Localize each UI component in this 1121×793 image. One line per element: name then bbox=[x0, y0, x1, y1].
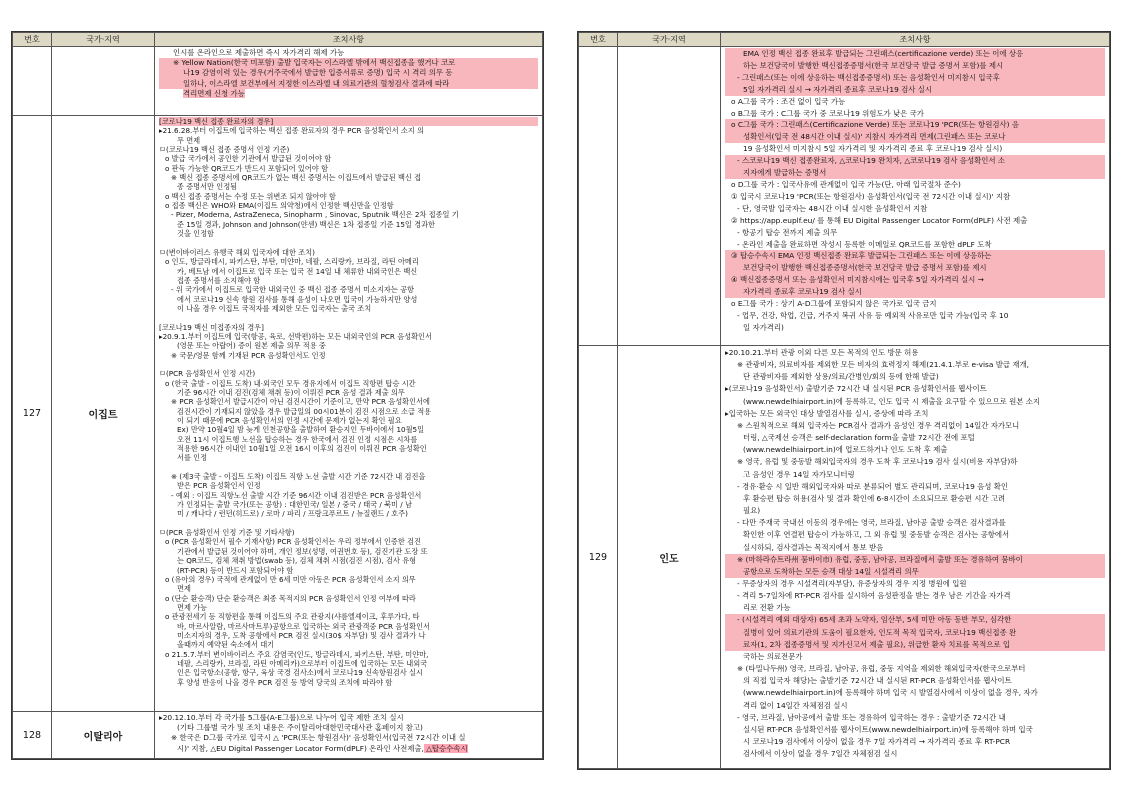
header-no: 번호 bbox=[579, 33, 618, 47]
text-line: (www.newdelhiairport.in)에 업로드하거나 인도 도착 후 제출 bbox=[743, 445, 948, 455]
cell-no-empty bbox=[579, 47, 618, 346]
text-line: 이 되기 때문에 PCR 음성확인서의 인정 시간에 문제가 없는지 확인 필요 bbox=[177, 416, 402, 425]
text-line: 가 인정되는 출발 국가(또는 공항) : 대한민국/ 일본 / 중국 / 태국 / 북미 / 남 bbox=[177, 500, 412, 510]
header-measure: 조치사항 bbox=[721, 33, 1110, 47]
text-line: 접종 증명서를 소지해야 함 bbox=[177, 275, 261, 285]
text-line: 기관에서 발급된 것이어야 하며, 개인 정보(성명, 여권번호 등), 검진기관 도장 또 bbox=[177, 546, 428, 556]
text-line: (www.newdelhiairport.in)에 등록해야 하며 입국 시 발열검사에서 이상이 없을 경우, 자가 bbox=[743, 688, 1038, 698]
text-line: 실시된 RT-PCR 음성확인서를 웹사이트(www.newdelhiairport.in)에 등록해야 하며 입국 bbox=[743, 724, 1033, 734]
text-line: - Pizer, Moderna, AstraZeneca, Sinopharm , Sinovac, Sputnik 백신은 2차 접종일 기 bbox=[171, 210, 459, 220]
text-line: o 인도, 방글라데시, 파키스탄, 부탄, 미얀마, 네팔, 스리랑카, 브라질, 라틴 아메리 bbox=[165, 257, 419, 267]
text-line: - (시설격리 예외 대상자) 65세 초과 노약자, 임산부, 5세 미만 아동 동반 부모, 심각한 bbox=[725, 614, 1105, 626]
text-line: (RT-PCR) 등이 반드시 포함되어야 함 bbox=[177, 565, 294, 575]
text-line: 에서 코로나19 신속 항원 검사를 통해 음성이 나오면 입국이 가능하지만 양성 bbox=[177, 294, 418, 304]
text-line: EMA 인정 백신 접종 완료후 발급되는 그린패스(certificazione verde) 또는 이에 상응 bbox=[725, 48, 1105, 60]
text-line: o 21.5.7.부터 변이바이러스 주요 감염국(인도, 방글라데시, 파키스탄, 부탄, 미얀마, bbox=[165, 649, 429, 659]
text-line: 면제 가능 bbox=[177, 602, 208, 612]
text-line: - 스코로나19 백신 접종완료자, △코로나19 완치자, △코로나19 검사 음성확인서 소 bbox=[725, 155, 1105, 167]
text-line: 종 증명서만 인정됨 bbox=[177, 182, 238, 192]
text-line: o 접종 백신은 WHO와 EMA(이집트 의약청)에서 인정한 백신만을 인정함 bbox=[165, 201, 394, 211]
text-line: o 발급 국가에서 공인한 기관에서 발급된 것이어야 함 bbox=[165, 154, 332, 164]
header-no: 번호 bbox=[13, 33, 52, 47]
text-line: ※ 백신 접종 증명서에 QR코드가 없는 백신 증명서는 이집트에서 발급된 백신 접 bbox=[171, 173, 422, 183]
text-line: ③ 탑승수속시 EMA 인정 백신접종 완료후 발급되는 그린패스 또는 이에 상응하는 bbox=[725, 250, 1105, 262]
text-line: 실시하되, 검사결과는 목적지에서 통보 받음 bbox=[743, 542, 884, 552]
text-line: o C그룹 국가 : 그린패스(Certificazione Verde) 또는 코로나19 'PCR(또는 항원검사) 음 bbox=[725, 119, 1105, 131]
text-line: ▸20.12.10.부터 각 국가를 5그룹(A-E그룹)으로 나누어 입국 제한 조치 실시 bbox=[159, 713, 404, 722]
text-line: ※ PCR 음성확인서 발급시간이 아닌 검진시간이 기준이고, 만약 PCR 음성확인서에 bbox=[171, 397, 430, 407]
text-line: 격리 없이 14일간 자체점검 실시 bbox=[743, 700, 848, 710]
text-line: 이 나올 경우 이집트 국적자를 제외한 모든 입국자는 출국 조치 bbox=[177, 303, 372, 313]
text-line: ④ 백신접종증명서 또는 음성확인서 미지참시에는 입국후 5일 자가격리 실시 → bbox=[725, 274, 1105, 286]
text-line: ※ 관광비자, 의료비자를 제외한 모든 비자의 효력정지 해제(21.4.1.부로 e-visa 발급 재개, bbox=[737, 360, 1029, 370]
text-line: (영문 또는 아랍어) 증이 원본 제출 의무 적용 중 bbox=[177, 341, 326, 351]
text-line: 후 양성 반응이 나올 경우 PCR 검진 등 방역 당국의 조치에 따라야 함 bbox=[177, 677, 393, 687]
text-line bbox=[159, 463, 538, 472]
measure-text bbox=[155, 116, 543, 712]
cell-country-empty bbox=[618, 47, 721, 346]
text-line: - 단, 영국발 입국자는 48시간 이내 실시한 음성확인서 지참 bbox=[737, 203, 928, 213]
text-line: o E그룹 국가 : 상기 A-D그룹에 포함되지 않은 국가로 입국 금지 bbox=[731, 299, 937, 309]
text-line: 검진시간이 기재되지 않았을 경우 발급일의 00시01분이 검진 시점으로 소급 적용 bbox=[177, 406, 432, 416]
cell-no-empty bbox=[13, 47, 52, 116]
text-line: Ex) 만약 10월4일 밤 늦게 인천공항을 출발하여 환승지인 두바이에서 10월5일 bbox=[177, 425, 425, 435]
text-line: [코로나19 백신 접종 완료자의 경우] bbox=[159, 117, 538, 126]
continued-measure bbox=[721, 47, 1110, 346]
text-line: o (한국 출발 - 이집트 도착) 내·외국인 모두 경유지에서 이집트 직항편 탑승 시간 bbox=[165, 378, 416, 388]
cell-country-empty bbox=[52, 47, 155, 116]
text-line: 서를 인정 bbox=[177, 453, 208, 463]
text-line: - 영국, 브라질, 남아공에서 출발 또는 경유하여 입국하는 경우 : 출발기준 72시간 내 bbox=[737, 712, 1006, 722]
text-line: 공항으로 도착하는 모든 승객 대상 14일 시설격리 의무 bbox=[725, 566, 1105, 578]
text-line: o 백신 접종 증명서는 수정 또는 위변조 되지 않아야 함 bbox=[165, 191, 336, 201]
text-line: - 예외 : 이집트 직항노선 출발 시간 기준 96시간 이내 검진받은 PCR 음성확인서 bbox=[171, 490, 422, 500]
continued-measure bbox=[155, 47, 543, 116]
text-line: 일 자가격리) bbox=[743, 322, 784, 332]
text-line: 국하는 의료전문가 bbox=[743, 651, 803, 661]
text-line: 시)' 지참, △EU Digital Passenger Locator Form(dPLF) 온라인 사전제출, △탑승수속시 bbox=[177, 743, 468, 753]
text-line: ※ 한국은 D그룹 국가로 입국시 △ 'PCR(또는 항원검사)' 음성확인서(입국전 72시간 이내 실 bbox=[171, 733, 466, 743]
text-line: 료자(1, 2차 접종증명서 및 지가신고서 제출 필요), 위급한 환자 치료를 목적으로 입 bbox=[725, 639, 1105, 651]
text-line: 고 음성인 경우 14일 자가모니터링 bbox=[743, 469, 855, 479]
text-line: o 관광전세기 등 직항편을 통해 이집트의 주요 관광지(샤름엘셰이크, 후루가다, 타 bbox=[165, 612, 420, 622]
text-line: 격리면제 신청 가능 bbox=[183, 88, 245, 98]
text-line: 보건당국이 발행한 백신접종증명서(한국 보건당국 발급 증명서 포함)를 제시 bbox=[725, 262, 1105, 274]
text-line: 나19 감염이력 있는 경우(거주국에서 발급한 입증서류로 증명) 입국 시 격리 의무 동 bbox=[159, 68, 538, 78]
text-line: 후 환승편 탑승 허용(검사 및 결과 확인에 6-8시간이 소요되므로 환승편 시간 고려 bbox=[743, 493, 1006, 503]
text-line: 적용한 96시간 이내인 10월1일 오전 16시 이후의 검진이 이뤄진 PCR 음성확인 bbox=[177, 444, 427, 454]
text-line: ※ (타밀나두州) 영국, 브라질, 남아공, 유럽, 중동 지역을 제외한 해외입국자(한국으로부터 bbox=[737, 664, 1026, 674]
text-line: (기타 그룹별 국가 및 조치 내용은 주이탈리아대한민국대사관 홈페이지 참고) bbox=[177, 723, 423, 733]
text-line: - 온라인 제출을 완료하면 작성시 등록한 이메일로 QR코드를 포함한 dPLF 도착 bbox=[737, 239, 992, 249]
row-number: 128 bbox=[13, 712, 52, 759]
text-line: o (단순 환승객) 단순 환승객은 최종 목적지의 PCR 음성확인서 인정 여부에 따라 bbox=[165, 593, 416, 603]
text-line: 기준 96시간 이내 검진(검체 채취 등)이 이뤄진 PCR 음성 결과 제출 의무 bbox=[177, 387, 405, 397]
text-line: (www.newdelhiairport.in)에 등록하고, 인도 입국 시 제출을 요구할 수 있으므로 원본 소지 bbox=[743, 396, 1041, 406]
text-line bbox=[159, 519, 538, 528]
row-number: 129 bbox=[579, 346, 618, 769]
text-line: 네팔, 스리랑카, 브라질, 라틴 아메리카)으로부터 이집트에 입국하는 모든 내외국 bbox=[177, 658, 428, 668]
text-line: 시 코로나19 검사에서 이상이 없을 경우 7일 자가격리 → 자가격리 종료 후 RT-PCR bbox=[743, 737, 1011, 746]
text-line: - 다만 주재국 국내선 이동의 경우에는 영국, 브라질, 남아공 출발 승객은 검사결과를 bbox=[737, 518, 1006, 528]
text-line: 단 관광비자를 제외한 상용/의료/간병인/회의 등에 한해 발급) bbox=[743, 372, 939, 382]
country-name: 이집트 bbox=[52, 116, 155, 712]
text-line: 미소지자의 경우, 도착 공항에서 PCR 검진 실시(30$ 자부담) 및 검사 결과가 나 bbox=[177, 630, 426, 640]
row-number: 127 bbox=[13, 116, 52, 712]
left-table bbox=[11, 31, 544, 760]
text-line: o A그룹 국가 : 조건 없이 입국 가능 bbox=[731, 96, 846, 106]
text-line: 받은 PCR 음성확인서 인정 bbox=[177, 481, 261, 491]
text-line: 일하나, 이스라엘 보건부에서 지정한 이스라엘 내 의료기관의 혈청검사 결과에 따라 bbox=[159, 79, 538, 89]
text-line: - 항공기 탑승 전까지 제출 의무 bbox=[737, 227, 838, 237]
text-line: o 판독 가능한 QR코드가 반드시 포함되어 있어야 함 bbox=[165, 163, 328, 173]
table-row-128 bbox=[13, 712, 543, 759]
text-line: 자가격리 종료후 코로나19 검사 실시 bbox=[725, 286, 1105, 298]
text-line bbox=[159, 313, 538, 322]
text-line: 19 음성확인서 미지참시 5일 자가격리 및 자가격리 종료 후 코로나19 검사 실시) bbox=[743, 144, 1003, 154]
text-line: ※ Yellow Nation(한국 미포함) 출발 입국자는 이스라엘 밖에서 백신접종을 했거나 코로 bbox=[159, 58, 538, 68]
text-line bbox=[159, 238, 538, 247]
text-line: ▸(코로나19 음성확인서) 출발기준 72시간 내 실시된 PCR 음성확인서를 웹사이트 bbox=[725, 384, 987, 394]
header-row bbox=[13, 33, 543, 47]
header-measure: 조치사항 bbox=[155, 33, 543, 47]
text-line: 필요) bbox=[743, 506, 761, 516]
table-row-continued bbox=[13, 47, 543, 116]
text-line: 하는 보건당국이 발행한 백신접종증명서(한국 보건당국 발급 증명서 포함)를 제시 bbox=[725, 60, 1105, 72]
text-line: 미 / 캐나다 / 런던(히드로) / 로마 / 파리 / 프랑크푸르트 / 뉴질랜드 / 호주) bbox=[177, 509, 408, 519]
text-line: 오전 11시 이집트행 노선을 탑승하는 경우 한국에서 검진 인정 시점은 시차를 bbox=[177, 434, 418, 444]
text-line: 인은 입국항소(공항, 항구, 육상 국경 검사소)에서 코로나19 신속항원검사 실시 bbox=[177, 668, 423, 678]
text-line: o D그룹 국가 : 입국사유에 관계없이 입국 가능(단, 아래 입국절차 준수) bbox=[731, 179, 961, 189]
text-line: 리로 전환 가능 bbox=[743, 603, 791, 613]
text-line: ㅁ(PCR 음성확인서 인정 기준 및 기타사항) bbox=[159, 528, 295, 538]
text-line: ▸21.6.28.부터 이집트에 입국하는 백신 접종 완료자의 경우 PCR 음성확인서 소지 의 bbox=[159, 126, 424, 136]
text-line: 올때까지 예약된 숙소에서 대기 bbox=[177, 640, 275, 650]
text-line: ② https://app.euplf.eu/ 를 통해 EU Digital Passenger Locator Form(dPLF) 사전 제출 bbox=[731, 215, 1028, 225]
text-line bbox=[159, 360, 538, 369]
text-line: 바, 마르사알람, 마르사마트루)공항으로 입국하는 외국 관광객중 PCR 음성확인서 bbox=[177, 621, 430, 631]
text-line: - 무증상자의 경우 시설격리(자부담), 유증상자의 경우 지정 병원에 입원 bbox=[737, 578, 967, 588]
text-line: ※ 영국, 유럽 및 중동발 해외입국자의 경우 도착 후 코로나19 검사 실시(비용 자부담)하 bbox=[737, 457, 1018, 467]
text-line: 인시를 온라인으로 제출하면 즉시 자가격리 해제 가능 bbox=[173, 48, 345, 57]
highlight-mark: △탑승수속시 bbox=[423, 743, 468, 753]
text-line: 면제 bbox=[177, 584, 191, 594]
table-row-127 bbox=[13, 116, 543, 712]
text-line: ※ 국문/영문 함께 기재된 PCR 음성확인서도 인정 bbox=[171, 350, 326, 360]
header-country: 국가·지역 bbox=[618, 33, 721, 47]
text-line: ㅁ(코로나19 백신 접종 증명서 인정 기준) bbox=[159, 145, 290, 155]
text-line: 의 직접 입국자 해당)는 출발기준 72시간 내 실시된 RT-PCR 음성확인서를 웹사이트 bbox=[743, 676, 1012, 686]
text-line: 터링, △국제선 승객은 self-declaration form을 출발 72시간 전에 포털 bbox=[743, 433, 975, 443]
text-line: ※ (마하라슈트라州 뭄바이市) 유럽, 중동, 남아공, 브라질에서 출발 또는 경유하여 뭄바이 bbox=[725, 554, 1105, 566]
text-line: 5일 자가격리 실시 → 자가격리 종료후 코로나19 검사 실시 bbox=[725, 84, 1105, 96]
country-name: 인도 bbox=[618, 346, 721, 769]
right-table bbox=[577, 31, 1111, 770]
text-line: ㅁ(PCR 음성확인서 인정 시간) bbox=[159, 369, 256, 379]
text-line: 것을 인정함 bbox=[177, 229, 215, 239]
measure-text bbox=[721, 346, 1110, 769]
text-line: - 업무, 건강, 학업, 긴급, 거주지 복귀 사유 등 예외적 사유로만 입국 가능(입국 후 10 bbox=[737, 310, 1009, 320]
text-line: ※ 스원칙적으로 해외 입국자는 PCR검사 결과가 음성인 경우 격리없이 14일간 자가모니 bbox=[737, 420, 1020, 430]
country-name: 이탈리아 bbox=[52, 712, 155, 759]
text-line: 는 QR코드, 검체 채취 방법(swab 등), 검체 채취 시점(검진 시점), 검사 유형 bbox=[177, 556, 417, 566]
text-line: ▸20.9.1.부터 이집트에 입국(항공, 육로, 선박편)하는 모든 내외국인의 PCR 음성확인서 bbox=[159, 331, 432, 341]
text-line: 카, 베트남 에서 이집트로 입국 또는 입국 전 14일 내 체류한 내외국인은 백신 bbox=[177, 266, 418, 276]
text-line: ※ (제3국 출발 - 이집트 도착) 이집트 직항 노선 출발 시간 기준 72시간 내 검진을 bbox=[171, 472, 426, 482]
text-line: 지자에게 발급하는 증명서 bbox=[725, 167, 1105, 179]
text-line: 질병이 있어 의료기관의 도움이 필요한자, 인도적 목적 입국자, 코로나19 백신접종 완 bbox=[725, 627, 1105, 639]
text-line: - 위 국가에서 이집트로 입국한 내외국인 중 백신 접종 증명서 미소지자는 공항 bbox=[171, 285, 414, 295]
text-line: - 격리 5-7일차에 RT-PCR 검사를 실시하여 음성판정을 받는 경우 남은 기간을 자가격 bbox=[737, 591, 1011, 601]
text-line: ㅁ(변이바이러스 유행국 해외 입국자에 대한 조치) bbox=[159, 247, 315, 257]
text-line: [코로나19 백신 미접종자의 경우] bbox=[159, 322, 264, 332]
text-line: o (유아의 경우) 국적에 관계없이 만 6세 미만 아동은 PCR 음성확인서 소지 의무 bbox=[165, 574, 416, 584]
text-line: 성확인서(입국 전 48시간 이내 실시)' 지참시 자가격리 면제(그린패스 또는 코로나 bbox=[725, 131, 1105, 143]
text-line: o B그룹 국가 : C그룹 국가 중 코로나19 위험도가 낮은 국가 bbox=[731, 108, 924, 118]
text-line: 확인한 이후 연결편 탑승이 가능하고, 그 외 유럽 및 중동발 승객은 검사는 공항에서 bbox=[743, 530, 1010, 540]
text-line: ① 입국시 코로나19 'PCR(또는 항원검사) 음성확인서(입국 전 72시간 이내 실시)' 지참 bbox=[731, 191, 1011, 201]
text-line: - 그린패스(또는 이에 상응하는 백신접종증명서) 또는 음성확인서 미지참시 입국후 bbox=[725, 72, 1105, 84]
header-row bbox=[579, 33, 1110, 47]
measure-text bbox=[155, 712, 543, 759]
text-line: 무 면제 bbox=[177, 135, 201, 145]
text-line: - 경유·환승 시 일반 해외입국자와 따로 분류되어 별도 관리되며, 코로나19 음성 확인 bbox=[737, 481, 1009, 491]
text-line: ▸20.10.21.부터 관광 이외 다른 모든 목적의 인도 방문 허용 bbox=[725, 348, 919, 357]
header-country: 국가·지역 bbox=[52, 33, 155, 47]
text-line: 준 15일 경과, Johnson and Johnson(얀센) 백신은 1차 접종일 기준 15일 경과한 bbox=[177, 219, 435, 229]
text-line: ▸입국하는 모든 외국인 대상 발열검사를 실시, 증상에 따라 조치 bbox=[725, 408, 929, 418]
table-row-continued bbox=[579, 47, 1110, 346]
table-row-129 bbox=[579, 346, 1110, 769]
text-line: o (PCR 음성확인서 필수 기재사항) PCR 음성확인서는 우리 정부에서 인증한 검진 bbox=[165, 537, 421, 547]
text-line: 검사에서 이상이 없을 경우 7일간 자체점검 실시 bbox=[743, 749, 898, 759]
